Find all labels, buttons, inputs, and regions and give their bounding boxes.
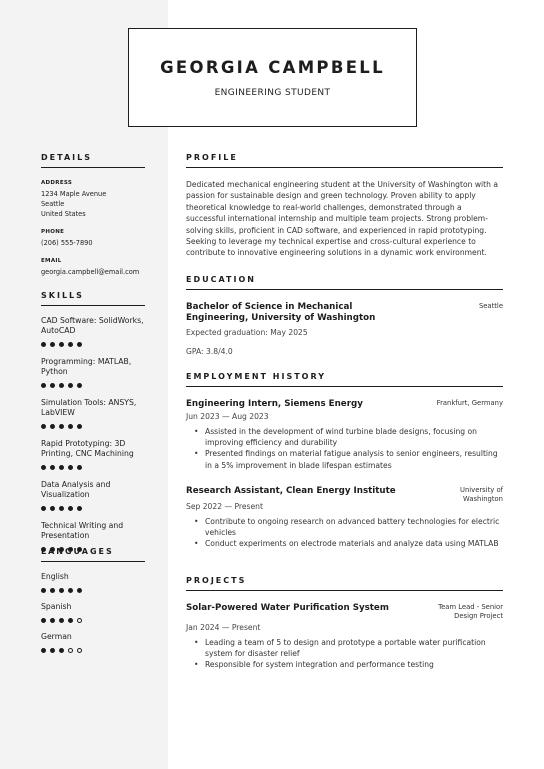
job-bullets: [194, 516, 503, 550]
filled-dot: [68, 506, 73, 511]
employment-section: [186, 372, 503, 549]
jobs-list: [186, 399, 503, 549]
languages-section: [41, 547, 145, 653]
education-heading: EDUCATION: [186, 275, 503, 290]
projects-list: [186, 603, 503, 671]
address-block: [41, 189, 145, 219]
name-header-box: [128, 28, 417, 127]
project-bullet: • Leading a team of 5 to design and prototype a portable water purification system for disaster relief: [194, 637, 503, 659]
job-bullets: [194, 426, 503, 471]
filled-dot: [59, 465, 64, 470]
filled-dot: [77, 506, 82, 511]
project-bullet: • Responsible for system integration and performance testing: [194, 659, 503, 670]
project-title: Solar-Powered Water Purification System: [186, 603, 389, 613]
job-head: [186, 399, 503, 410]
skill-level-dots: [41, 465, 145, 470]
job-location: University of Washington: [460, 485, 503, 503]
address-line: Seattle: [41, 200, 65, 208]
details-heading: DETAILS: [41, 153, 145, 168]
language-item: [41, 602, 145, 623]
filled-dot: [59, 588, 64, 593]
empty-dot: [77, 618, 82, 623]
filled-dot: [41, 383, 46, 388]
filled-dot: [68, 618, 73, 623]
job-dates: Jun 2023 — Aug 2023: [186, 412, 269, 421]
filled-dot: [41, 506, 46, 511]
filled-dot: [68, 588, 73, 593]
details-section: [41, 153, 145, 277]
skill-name: Data Analysis and Visualization: [41, 480, 111, 499]
address-line: United States: [41, 210, 86, 218]
skill-name: Programming: MATLAB, Python: [41, 357, 132, 376]
job-entry: [186, 399, 503, 471]
filled-dot: [59, 342, 64, 347]
filled-dot: [50, 342, 55, 347]
languages-heading: LANGUAGES: [41, 547, 145, 562]
skills-section: [41, 291, 145, 552]
language-level-dots: [41, 588, 145, 593]
filled-dot: [77, 424, 82, 429]
phone-value: (206) 555-7890: [41, 239, 93, 247]
skills-list: [41, 316, 145, 552]
filled-dot: [68, 465, 73, 470]
graduation-date: Expected graduation: May 2025: [186, 328, 308, 337]
filled-dot: [59, 424, 64, 429]
skill-level-dots: [41, 424, 145, 429]
filled-dot: [59, 648, 64, 653]
candidate-role: ENGINEERING STUDENT: [214, 88, 331, 98]
filled-dot: [41, 424, 46, 429]
language-name: Spanish: [41, 602, 72, 611]
skill-name: Simulation Tools: ANSYS, LabVIEW: [41, 398, 137, 417]
filled-dot: [50, 588, 55, 593]
gpa: GPA: 3.8/4.0: [186, 347, 233, 356]
skill-name: Technical Writing and Presentation: [41, 521, 124, 540]
skill-level-dots: [41, 342, 145, 347]
job-bullet: • Assisted in the development of wind turbine blade designs, focusing on improving efficiency and durability: [194, 426, 503, 448]
language-level-dots: [41, 648, 145, 653]
address-label: ADDRESS: [41, 180, 73, 186]
projects-heading: PROJECTS: [186, 576, 503, 591]
skill-item: [41, 480, 145, 511]
filled-dot: [59, 383, 64, 388]
job-dates: Sep 2022 — Present: [186, 501, 263, 511]
job-title: Engineering Intern, Siemens Energy: [186, 399, 363, 409]
filled-dot: [41, 588, 46, 593]
skill-level-dots: [41, 506, 145, 511]
filled-dot: [41, 648, 46, 653]
project-role: Team Lead - Senior Design Project: [438, 603, 503, 620]
address-line: 1234 Maple Avenue: [41, 190, 107, 198]
job-entry: [186, 486, 503, 550]
language-level-dots: [41, 618, 145, 623]
project-head: [186, 603, 503, 621]
job-bullet: • Conduct experiments on electrode materials and analyze data using MATLAB: [194, 538, 503, 549]
filled-dot: [50, 618, 55, 623]
project-dates: Jan 2024 — Present: [186, 623, 261, 632]
filled-dot: [50, 383, 55, 388]
filled-dot: [50, 506, 55, 511]
employment-heading: EMPLOYMENT HISTORY: [186, 372, 503, 387]
filled-dot: [50, 648, 55, 653]
skill-item: [41, 316, 145, 347]
language-item: [41, 632, 145, 653]
skill-item: [41, 439, 145, 470]
filled-dot: [77, 465, 82, 470]
education-section: [186, 275, 503, 356]
language-name: German: [41, 632, 72, 641]
email-label: EMAIL: [41, 258, 62, 264]
filled-dot: [68, 342, 73, 347]
projects-section: [186, 576, 503, 671]
languages-list: [41, 572, 145, 653]
skill-item: [41, 398, 145, 429]
skill-level-dots: [41, 383, 145, 388]
job-bullet: • Presented findings on material fatigue analysis to senior engineers, resulting in a 5% improvement in blade lifespan estimates: [194, 448, 503, 470]
profile-section: [186, 153, 503, 259]
filled-dot: [59, 506, 64, 511]
filled-dot: [41, 465, 46, 470]
job-title: Research Assistant, Clean Energy Institute: [186, 485, 396, 496]
skill-name: CAD Software: SolidWorks, AutoCAD: [41, 316, 144, 335]
project-bullets: [194, 637, 503, 671]
profile-text: Dedicated mechanical engineering student at the University of Washington with a passion for sustainable design and green technology. Proven ability to apply theoretical knowledge to real-world challenges, demonstrated through a successful international internship and multiple team projects. Strong problem-solving skills, proficient in CAD software, and experienced in rapid prototyping. Seeking to leverage my technical expertise and cross-cultural experience to contribute to innovative engineering solutions in a dynamic work environment.: [186, 180, 499, 258]
empty-dot: [68, 648, 73, 653]
candidate-name: GEORGIA CAMPBELL: [160, 58, 385, 77]
filled-dot: [41, 342, 46, 347]
skills-heading: SKILLS: [41, 291, 145, 306]
empty-dot: [77, 648, 82, 653]
filled-dot: [50, 465, 55, 470]
skill-name: Rapid Prototyping: 3D Printing, CNC Machining: [41, 439, 134, 458]
filled-dot: [59, 618, 64, 623]
language-name: English: [41, 572, 69, 581]
language-item: [41, 572, 145, 593]
filled-dot: [50, 424, 55, 429]
filled-dot: [77, 342, 82, 347]
filled-dot: [41, 618, 46, 623]
job-bullet: • Contribute to ongoing research on advanced battery technologies for electric vehicles: [194, 516, 503, 538]
profile-heading: PROFILE: [186, 153, 503, 168]
education-location: Seattle: [478, 302, 503, 310]
phone-label: PHONE: [41, 229, 65, 235]
filled-dot: [77, 588, 82, 593]
project-entry: [186, 603, 503, 671]
email-value[interactable]: georgia.campbell@email.com: [41, 268, 140, 276]
filled-dot: [68, 383, 73, 388]
education-entry-head: [186, 302, 503, 324]
skill-item: [41, 357, 145, 388]
filled-dot: [68, 424, 73, 429]
filled-dot: [77, 383, 82, 388]
degree-title: Bachelor of Science in Mechanical Engineering, University of Washington: [186, 302, 376, 323]
job-location: Frankfurt, Germany: [436, 399, 503, 407]
